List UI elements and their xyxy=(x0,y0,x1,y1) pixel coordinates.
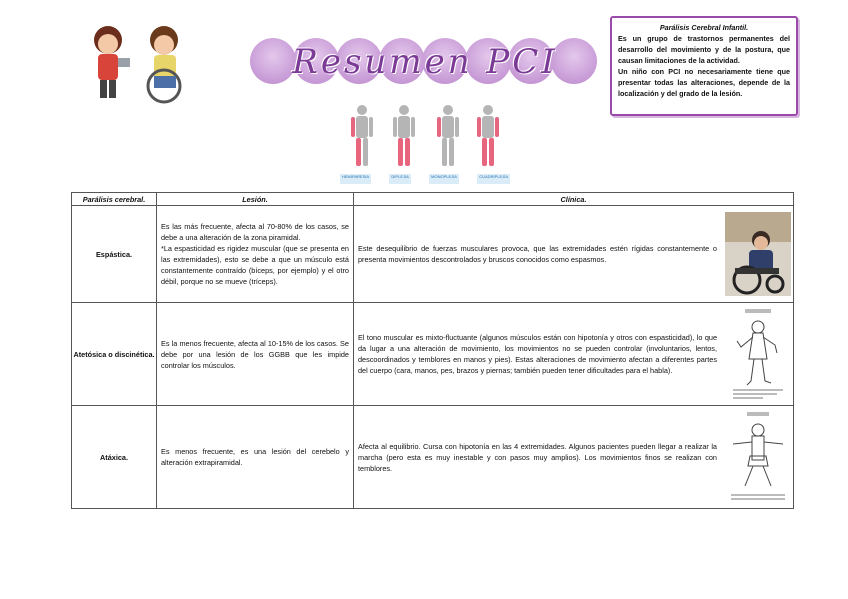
table-row xyxy=(72,303,794,406)
pci-summary-table xyxy=(71,192,794,509)
wheelchair-photo xyxy=(725,212,791,296)
figure-label: DIPLEJÍA xyxy=(389,174,410,184)
athetoid-figure-illustration xyxy=(725,307,791,401)
table-row xyxy=(72,406,794,509)
ataxic-figure-illustration xyxy=(725,410,791,504)
column-header: Clínica. xyxy=(354,193,794,206)
figure-labels xyxy=(340,174,510,184)
lesion-text: Es las más frecuente, afecta al 70-80% de los casos, se debe a una alteración de la zona piramidal. *La espasticidad es rigidez muscular (que se presenta en las extremidades), esto se debe a que un músculo está constantemente contraído (bíceps, por ejemplo) y el otro débil, porque no se mueve (tríceps). xyxy=(161,222,349,286)
figure-label: CUADRIPLEJÍA xyxy=(477,174,510,184)
definition-title: Parálisis Cerebral Infantil. xyxy=(659,23,749,32)
definition-text: Es un grupo de trastornos permanentes del desarrollo del movimiento y de la postura, que causan limitaciones de la actividad. xyxy=(618,34,790,65)
clinica-text: Afecta al equilibrio. Cursa con hipotonía en las 4 extremidades. Algunos pacientes pueden llegar a realizar la marcha (pero esta es muy inestable y con pasos muy amplios). Los movimientos finos se realizan con temblores. xyxy=(358,441,717,473)
kids-illustration xyxy=(78,22,208,104)
clinica-cell xyxy=(354,206,794,303)
lesion-cell xyxy=(157,303,354,406)
clinica-text: El tono muscular es mixto-fluctuante (algunos músculos están con hipotonía y otros con espasticidad), lo que da lugar a una alteración de movimiento, los movimientos no se pueden controlar (involuntarios, lentos, descoordinados y temblores en manos y pies). Estas alteraciones de movimiento afectan a diferentes partes del cuerpo (cara, manos, pes, brazos y piernas; también pueden tener dificultades para el habla). xyxy=(358,333,717,375)
definition-note: Un niño con PCI no necesariamente tiene que presentar todas las alteraciones, depende de la localización y del grado de la lesión. xyxy=(618,67,790,98)
body-figures-illustration xyxy=(340,104,510,184)
type-cell: Espástica. xyxy=(72,206,157,303)
lesion-cell xyxy=(157,406,354,509)
figure-label: MONOPLEJÍA xyxy=(429,174,459,184)
table-header-row xyxy=(72,193,794,206)
clinica-cell xyxy=(354,406,794,509)
type-cell: Atetósica o discinética. xyxy=(72,303,157,406)
figure-label: HEMIPARESIA xyxy=(340,174,371,184)
lesion-text: Es menos frecuente, es una lesión del cerebelo y alteración extrapiramidal. xyxy=(161,447,349,467)
definition-box xyxy=(610,16,798,116)
lesion-cell xyxy=(157,206,354,303)
column-header: Parálisis cerebral. xyxy=(72,193,157,206)
column-header: Lesión. xyxy=(157,193,354,206)
title-banner xyxy=(250,38,600,86)
clinica-cell xyxy=(354,303,794,406)
type-cell: Atáxica. xyxy=(72,406,157,509)
lesion-text: Es la menos frecuente, afecta al 10-15% de los casos. Se debe por una lesión de los GGBB que les impide controlar los músculos. xyxy=(161,338,349,370)
table-row xyxy=(72,206,794,303)
page-title: Resumen PCI xyxy=(292,42,558,82)
clinica-text: Este desequilibrio de fuerzas musculares provoca, que las extremidades estén rígidas constantemente o presenta movimientos descontrolados y bruscos conocidos como espasmos. xyxy=(358,244,717,264)
